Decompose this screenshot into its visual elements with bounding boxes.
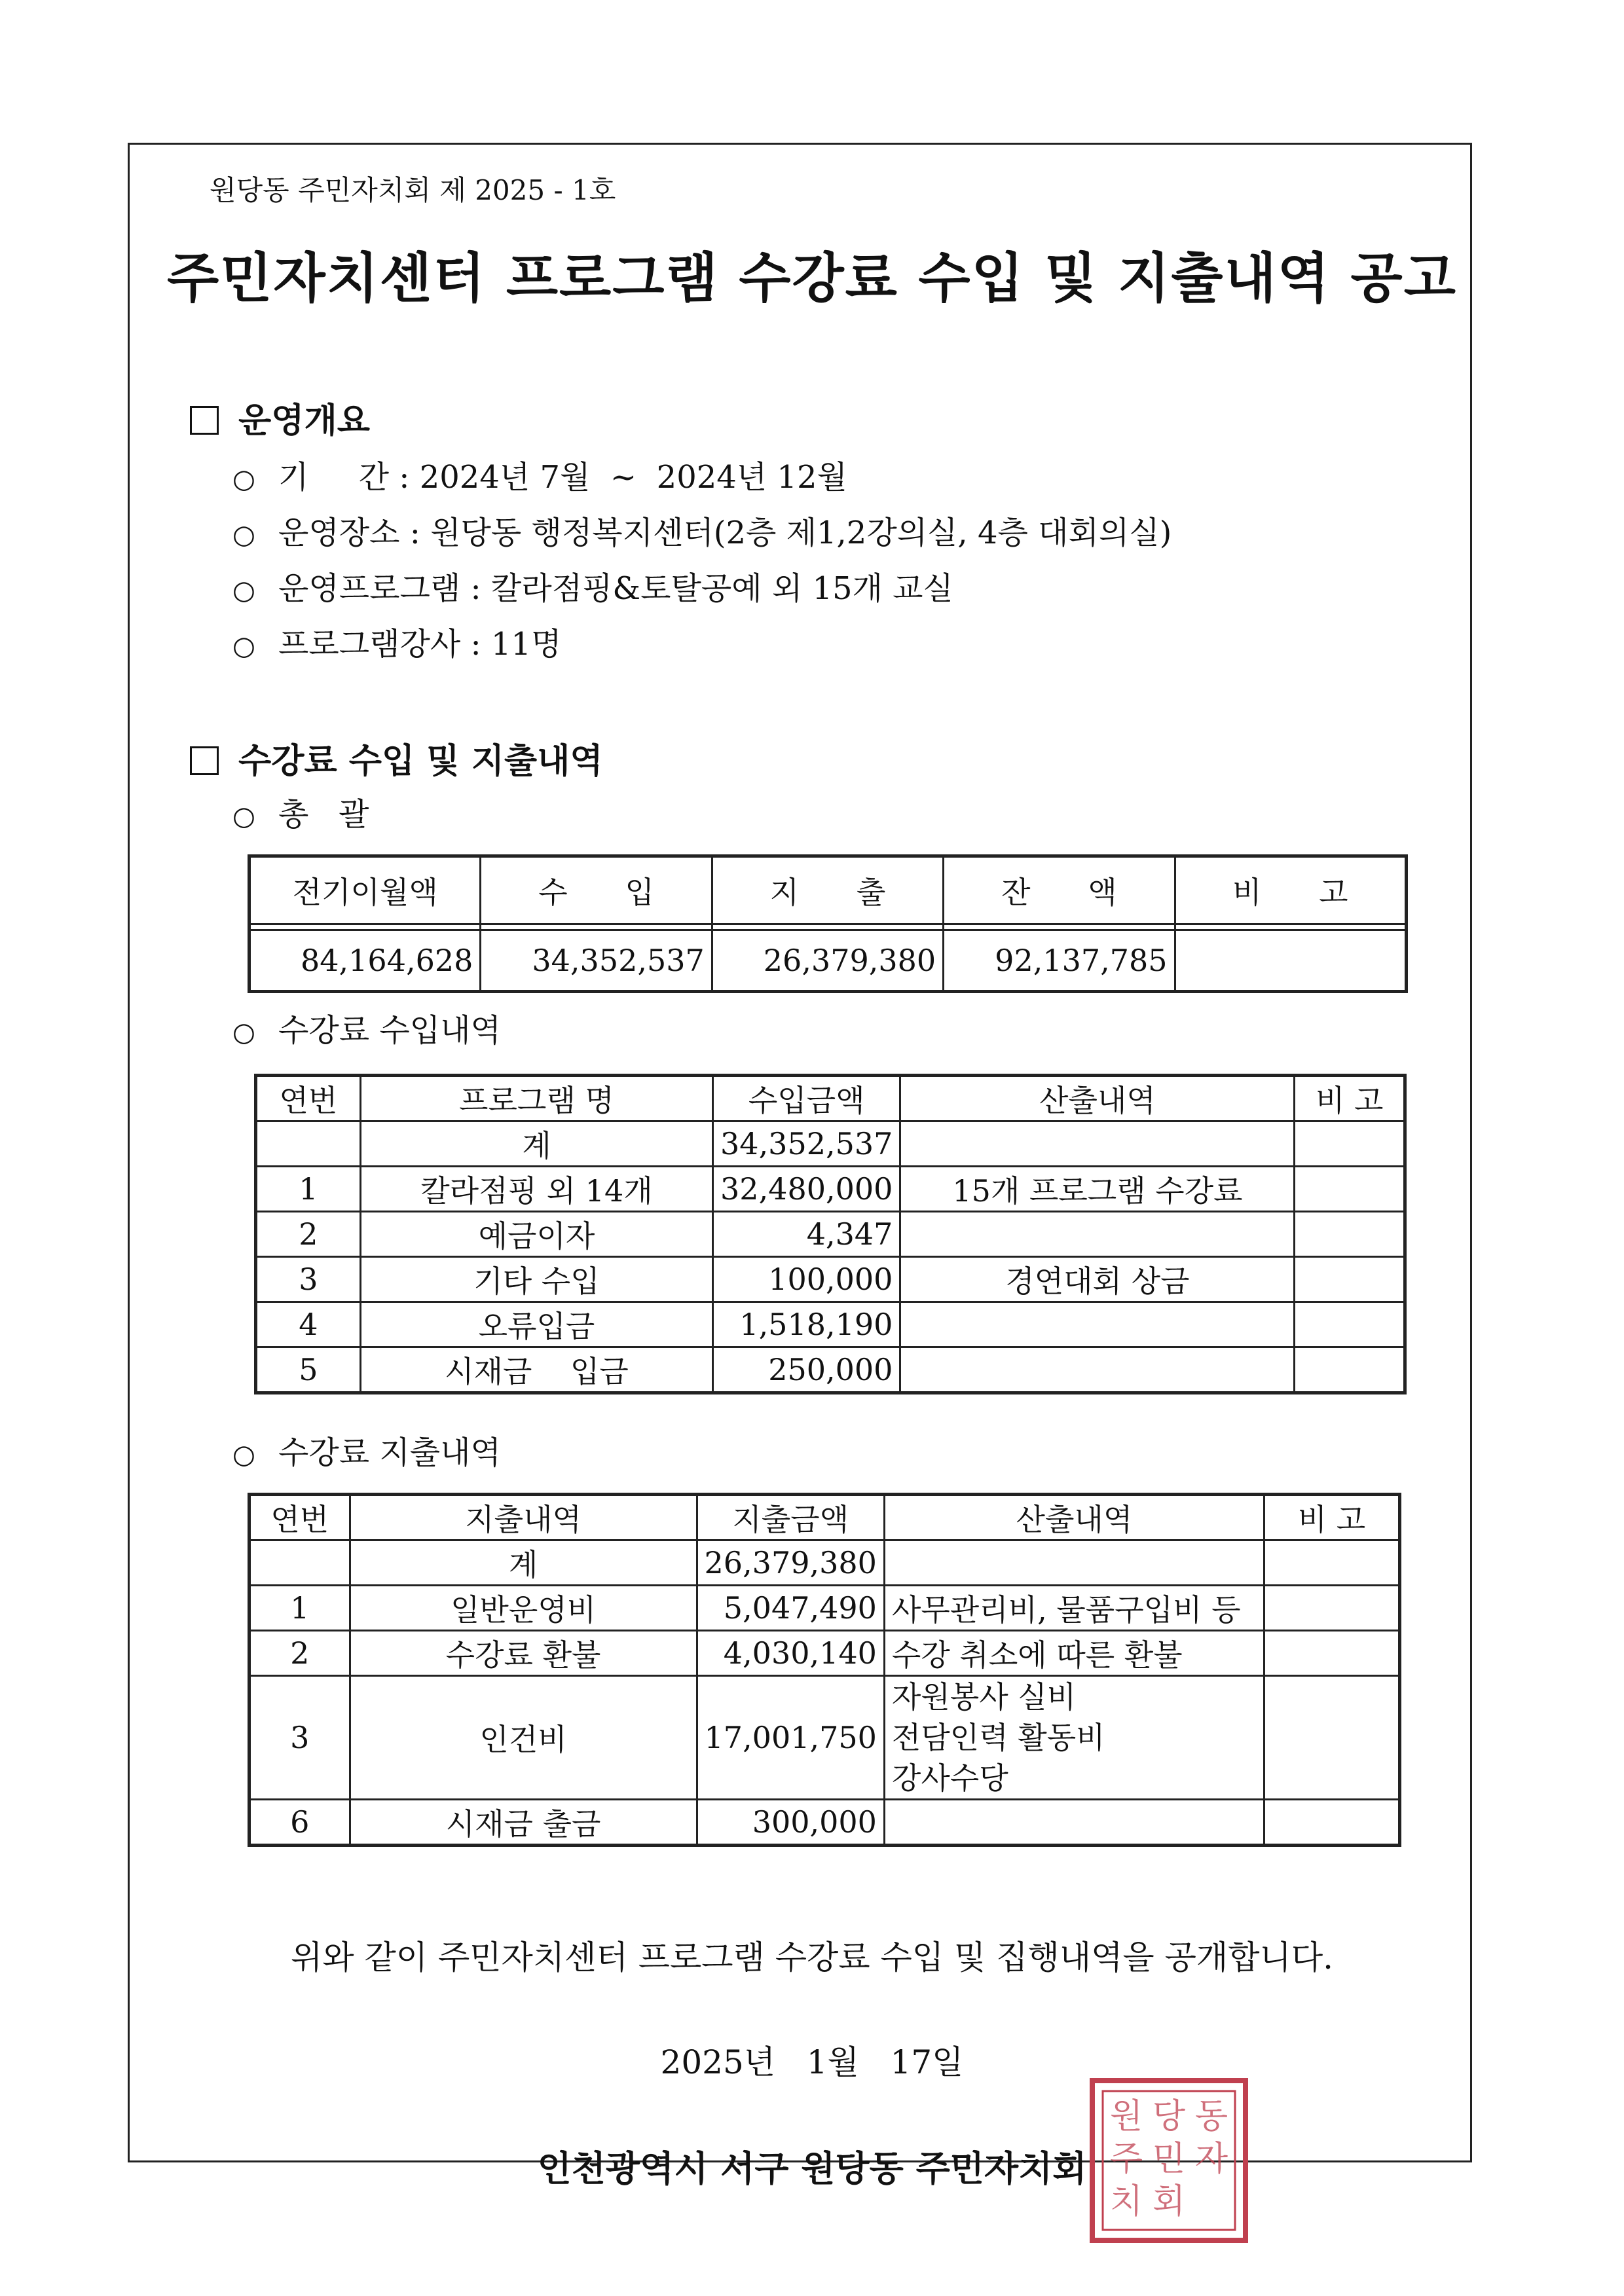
overview-item: ○ 운영장소 : 원당동 행정복지센터(2층 제1,2강의실, 4층 대회의실) bbox=[232, 515, 1172, 551]
expense-cell bbox=[884, 1800, 1264, 1846]
overview-item: ○ 프로그램강사 : 11명 bbox=[232, 626, 562, 663]
summary-header: 수 입 bbox=[481, 856, 712, 924]
expense-cell: 계 bbox=[350, 1540, 697, 1586]
seal-glyph: 회 bbox=[1152, 2182, 1186, 2221]
income-table bbox=[254, 1074, 1407, 1394]
income-cell: 100,000 bbox=[713, 1257, 900, 1302]
summary-header: 비 고 bbox=[1175, 856, 1406, 924]
income-cell bbox=[1295, 1302, 1405, 1347]
income-cell: 계 bbox=[360, 1121, 712, 1167]
income-cell bbox=[256, 1121, 361, 1167]
income-row bbox=[256, 1167, 1405, 1212]
expense-cell: 자원봉사 실비 전담인력 활동비 강사수당 bbox=[884, 1676, 1264, 1800]
income-row bbox=[256, 1347, 1405, 1393]
expense-cell: 5,047,490 bbox=[697, 1586, 884, 1631]
income-cell bbox=[1295, 1257, 1405, 1302]
expense-cell: 수강료 환불 bbox=[350, 1631, 697, 1676]
summary-expense: 26,379,380 bbox=[712, 930, 943, 992]
income-cell bbox=[900, 1347, 1295, 1393]
expense-row bbox=[249, 1586, 1400, 1631]
summary-carryover: 84,164,628 bbox=[249, 930, 481, 992]
expense-header: 지출내역 bbox=[350, 1495, 697, 1540]
expense-header: 연번 bbox=[249, 1495, 350, 1540]
income-cell: 4,347 bbox=[713, 1212, 900, 1257]
income-row bbox=[256, 1302, 1405, 1347]
expense-label: ○ 수강료 지출내역 bbox=[232, 1434, 501, 1471]
seal-glyph: 원 bbox=[1109, 2097, 1143, 2136]
summary-note bbox=[1175, 930, 1406, 992]
income-cell: 시재금 입금 bbox=[360, 1347, 712, 1393]
expense-row bbox=[249, 1676, 1400, 1800]
expense-cell: 수강 취소에 따른 환불 bbox=[884, 1631, 1264, 1676]
expense-cell: 17,001,750 bbox=[697, 1676, 884, 1800]
expense-cell: 300,000 bbox=[697, 1800, 884, 1846]
summary-label: ○ 총 괄 bbox=[232, 796, 369, 833]
expense-cell bbox=[1264, 1631, 1399, 1676]
expense-cell: 3 bbox=[249, 1676, 350, 1800]
seal-glyph: 자 bbox=[1194, 2140, 1228, 2179]
summary-header: 지 출 bbox=[712, 856, 943, 924]
expense-header: 지출금액 bbox=[697, 1495, 884, 1540]
seal-glyphs bbox=[1110, 2097, 1228, 2221]
document-date: 2025년 1월 17일 bbox=[660, 2043, 964, 2081]
official-seal bbox=[1087, 2075, 1251, 2246]
income-row bbox=[256, 1212, 1405, 1257]
summary-income: 34,352,537 bbox=[481, 930, 712, 992]
section-heading-finance: 수강료 수입 및 지출내역 bbox=[190, 733, 603, 782]
page-title: 주민자치센터 프로그램 수강료 수입 및 지출내역 공고 bbox=[167, 247, 1457, 310]
document-number: 원당동 주민자치회 제 2025 - 1호 bbox=[210, 174, 616, 206]
expense-cell: 6 bbox=[249, 1800, 350, 1846]
income-cell: 34,352,537 bbox=[713, 1121, 900, 1167]
checkbox-square-icon bbox=[190, 406, 219, 435]
income-cell bbox=[900, 1121, 1295, 1167]
expense-row bbox=[249, 1540, 1400, 1586]
income-cell: 기타 수입 bbox=[360, 1257, 712, 1302]
circle-bullet-icon: ○ bbox=[232, 520, 255, 550]
circle-bullet-icon: ○ bbox=[232, 575, 255, 606]
income-cell: 250,000 bbox=[713, 1347, 900, 1393]
income-header: 연번 bbox=[256, 1076, 361, 1121]
income-row bbox=[256, 1121, 1405, 1167]
checkbox-square-icon bbox=[190, 746, 219, 775]
expense-cell: 4,030,140 bbox=[697, 1631, 884, 1676]
expense-row bbox=[249, 1800, 1400, 1846]
income-cell bbox=[1295, 1167, 1405, 1212]
overview-item: ○ 기 간 : 2024년 7월 ~ 2024년 12월 bbox=[232, 459, 847, 496]
income-cell: 5 bbox=[256, 1347, 361, 1393]
income-cell bbox=[1295, 1212, 1405, 1257]
expense-cell: 1 bbox=[249, 1586, 350, 1631]
income-cell: 3 bbox=[256, 1257, 361, 1302]
income-cell: 32,480,000 bbox=[713, 1167, 900, 1212]
income-cell: 4 bbox=[256, 1302, 361, 1347]
expense-cell bbox=[1264, 1676, 1399, 1800]
summary-header: 전기이월액 bbox=[249, 856, 481, 924]
income-cell: 2 bbox=[256, 1212, 361, 1257]
summary-table bbox=[248, 854, 1408, 993]
expense-cell: 인건비 bbox=[350, 1676, 697, 1800]
section-heading-overview: 운영개요 bbox=[190, 393, 370, 442]
expense-cell bbox=[1264, 1540, 1399, 1586]
income-header: 비 고 bbox=[1295, 1076, 1405, 1121]
overview-item: ○ 운영프로그램 : 칼라점핑&토탈공예 외 15개 교실 bbox=[232, 570, 953, 607]
expense-cell: 26,379,380 bbox=[697, 1540, 884, 1586]
expense-cell bbox=[249, 1540, 350, 1586]
income-header: 프로그램 명 bbox=[360, 1076, 712, 1121]
seal-glyph: 동 bbox=[1194, 2097, 1228, 2136]
expense-header: 산출내역 bbox=[884, 1495, 1264, 1540]
expense-cell bbox=[1264, 1586, 1399, 1631]
expense-header: 비 고 bbox=[1264, 1495, 1399, 1540]
expense-table bbox=[248, 1493, 1401, 1847]
income-cell: 경연대회 상금 bbox=[900, 1257, 1295, 1302]
circle-bullet-icon: ○ bbox=[232, 801, 255, 831]
seal-glyph: 당 bbox=[1152, 2097, 1186, 2136]
expense-cell bbox=[1264, 1800, 1399, 1846]
income-cell: 1,518,190 bbox=[713, 1302, 900, 1347]
income-cell bbox=[900, 1212, 1295, 1257]
income-cell: 15개 프로그램 수강료 bbox=[900, 1167, 1295, 1212]
circle-bullet-icon: ○ bbox=[232, 464, 255, 494]
expense-cell: 사무관리비, 물품구입비 등 bbox=[884, 1586, 1264, 1631]
summary-balance: 92,137,785 bbox=[944, 930, 1175, 992]
expense-cell: 2 bbox=[249, 1631, 350, 1676]
income-cell: 1 bbox=[256, 1167, 361, 1212]
seal-glyph: 치 bbox=[1109, 2182, 1143, 2221]
circle-bullet-icon: ○ bbox=[232, 1017, 255, 1048]
income-header: 수입금액 bbox=[713, 1076, 900, 1121]
closing-statement: 위와 같이 주민자치센터 프로그램 수강료 수입 및 집행내역을 공개합니다. bbox=[290, 1939, 1334, 1977]
seal-glyph: 민 bbox=[1152, 2140, 1186, 2179]
income-cell bbox=[900, 1302, 1295, 1347]
income-cell: 칼라점핑 외 14개 bbox=[360, 1167, 712, 1212]
expense-cell: 시재금 출금 bbox=[350, 1800, 697, 1846]
income-cell: 예금이자 bbox=[360, 1212, 712, 1257]
seal-glyph: 주 bbox=[1109, 2140, 1143, 2179]
expense-cell: 일반운영비 bbox=[350, 1586, 697, 1631]
expense-cell bbox=[884, 1540, 1264, 1586]
income-cell bbox=[1295, 1121, 1405, 1167]
expense-row bbox=[249, 1631, 1400, 1676]
income-label: ○ 수강료 수입내역 bbox=[232, 1012, 501, 1049]
organization-name: 인천광역시 서구 원당동 주민자치회 bbox=[537, 2147, 1087, 2189]
income-header: 산출내역 bbox=[900, 1076, 1295, 1121]
income-cell bbox=[1295, 1347, 1405, 1393]
income-row bbox=[256, 1257, 1405, 1302]
circle-bullet-icon: ○ bbox=[232, 631, 255, 661]
circle-bullet-icon: ○ bbox=[232, 1440, 255, 1470]
income-cell: 오류입금 bbox=[360, 1302, 712, 1347]
summary-header: 잔 액 bbox=[944, 856, 1175, 924]
